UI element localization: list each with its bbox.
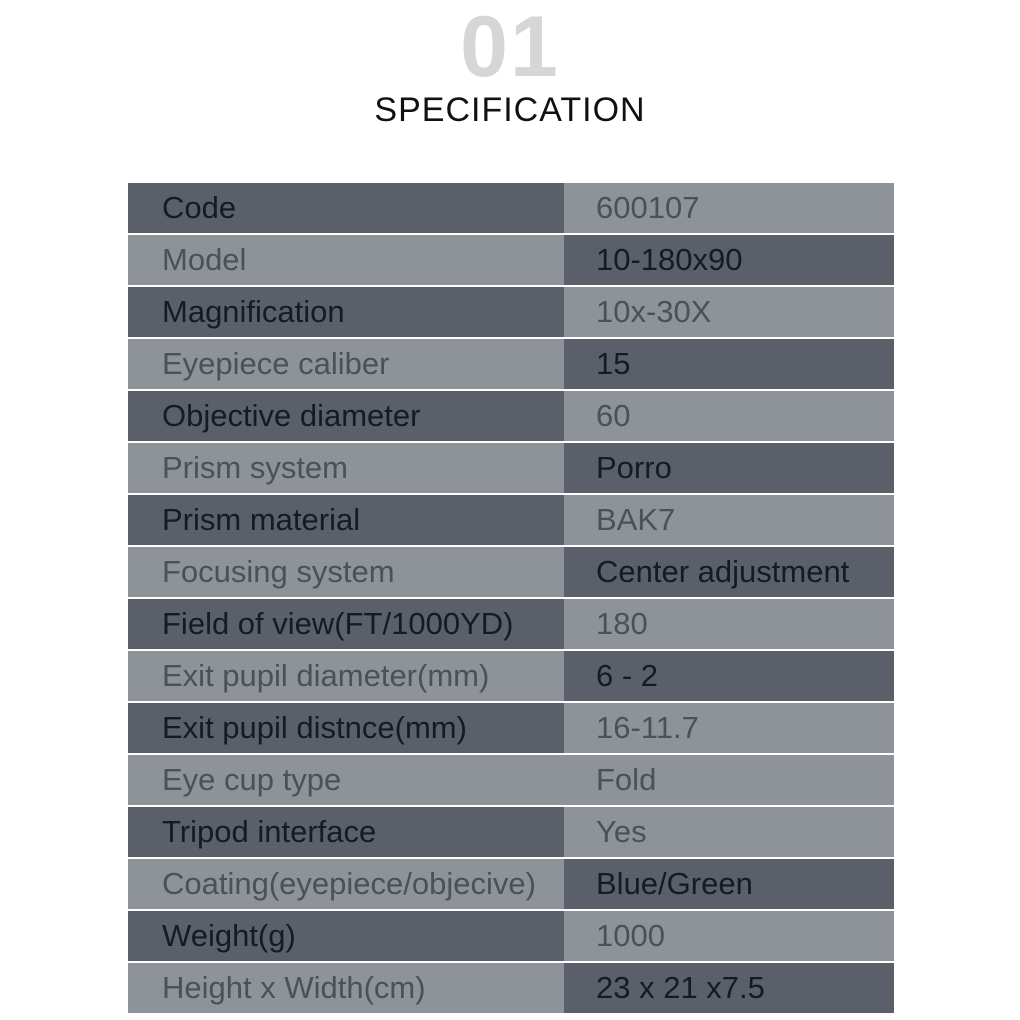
spec-row <box>128 495 894 545</box>
spec-row <box>128 339 894 389</box>
spec-value: 23 x 21 x7.5 <box>564 963 894 1013</box>
spec-label: Magnification <box>128 287 564 337</box>
spec-row <box>128 599 894 649</box>
spec-label: Coating(eyepiece/objecive) <box>128 859 564 909</box>
spec-row <box>128 963 894 1013</box>
spec-value: 600107 <box>564 183 894 233</box>
spec-row <box>128 443 894 493</box>
spec-row <box>128 755 894 805</box>
spec-value: 60 <box>564 391 894 441</box>
spec-label: Objective diameter <box>128 391 564 441</box>
page-title: SPECIFICATION <box>374 91 646 129</box>
spec-value: BAK7 <box>564 495 894 545</box>
spec-value: 16-11.7 <box>564 703 894 753</box>
spec-label: Eye cup type <box>128 755 564 805</box>
spec-row <box>128 651 894 701</box>
spec-row <box>128 859 894 909</box>
spec-value: 10-180x90 <box>564 235 894 285</box>
spec-row <box>128 391 894 441</box>
spec-label: Exit pupil distnce(mm) <box>128 703 564 753</box>
spec-row <box>128 183 894 233</box>
spec-label: Prism material <box>128 495 564 545</box>
spec-value: 15 <box>564 339 894 389</box>
spec-label: Focusing system <box>128 547 564 597</box>
spec-value: 10x-30X <box>564 287 894 337</box>
spec-value: Yes <box>564 807 894 857</box>
spec-label: Model <box>128 235 564 285</box>
spec-value: 6 - 2 <box>564 651 894 701</box>
spec-label: Field of view(FT/1000YD) <box>128 599 564 649</box>
spec-value: Blue/Green <box>564 859 894 909</box>
spec-label: Weight(g) <box>128 911 564 961</box>
spec-label: Tripod interface <box>128 807 564 857</box>
spec-label: Exit pupil diameter(mm) <box>128 651 564 701</box>
spec-row <box>128 911 894 961</box>
spec-value: 180 <box>564 599 894 649</box>
spec-row <box>128 703 894 753</box>
spec-value: Fold <box>564 755 894 805</box>
spec-table <box>128 183 894 1015</box>
spec-label: Eyepiece caliber <box>128 339 564 389</box>
spec-label: Prism system <box>128 443 564 493</box>
spec-row <box>128 235 894 285</box>
spec-value: 1000 <box>564 911 894 961</box>
spec-value: Porro <box>564 443 894 493</box>
spec-label: Code <box>128 183 564 233</box>
spec-value: Center adjustment <box>564 547 894 597</box>
spec-row <box>128 547 894 597</box>
spec-row <box>128 807 894 857</box>
spec-label: Height x Width(cm) <box>128 963 564 1013</box>
spec-row <box>128 287 894 337</box>
section-number: 01 <box>460 0 560 95</box>
